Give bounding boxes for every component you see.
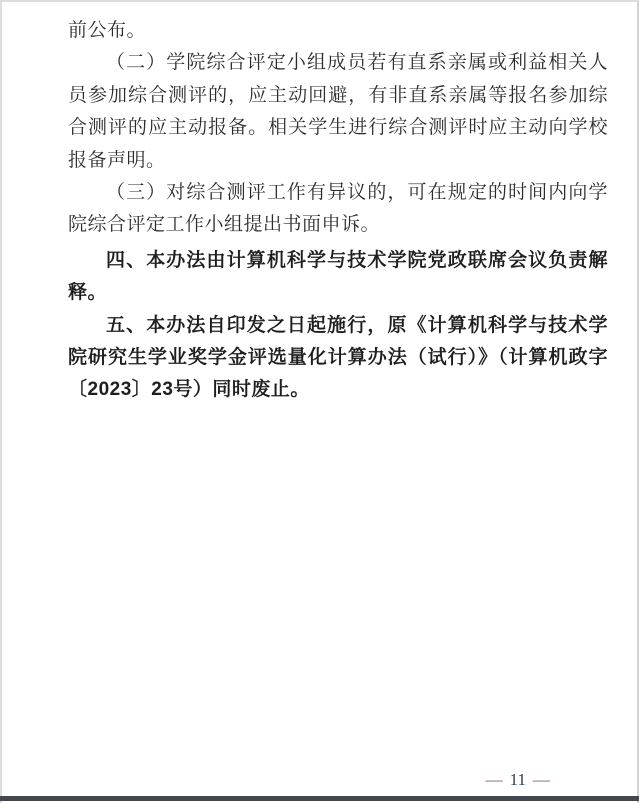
paragraph-article-5: 五、本办法自印发之日起施行，原《计算机科学与技术学院研究生学业奖学金评选量化计算办法（试行）》（计算机政字〔2023〕23号）同时废止。: [68, 314, 608, 401]
paragraph-item-2: （二）学院综合评定小组成员若有直系亲属或利益相关人员参加综合测评的，应主动回避，有非直系亲属等报名参加综合测评的应主动报备。相关学生进行综合测评时应主动向学校报备声明。: [68, 52, 608, 171]
bottom-rule: [0, 796, 639, 801]
paragraph-continuation: 前公布。: [68, 20, 147, 41]
document-body: [68, 15, 608, 407]
paragraph-article-4: 四、本办法由计算机科学与技术学院党政联席会议负责解释。: [68, 249, 608, 304]
page-number: [479, 770, 557, 790]
page-number-left-dash: —: [485, 770, 503, 789]
page-number-right-dash: —: [533, 770, 550, 789]
paragraph-item-3: （三）对综合测评工作有异议的，可在规定的时间内向学院综合评定工作小组提出书面申诉。: [68, 182, 608, 236]
page-number-value: 11: [509, 770, 526, 789]
